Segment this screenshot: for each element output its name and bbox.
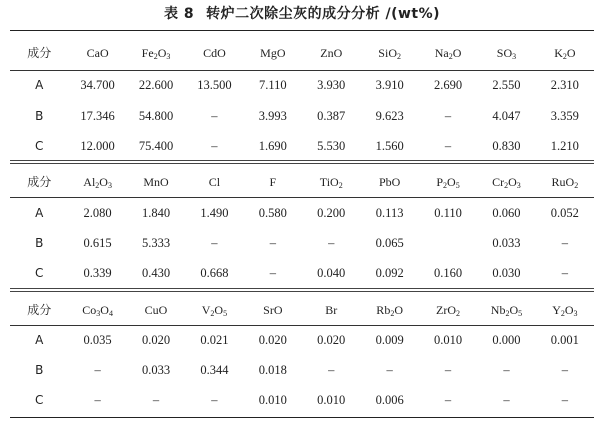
- table-cell: 0.009: [375, 333, 404, 347]
- table-cell: 34.700: [80, 78, 115, 92]
- table-cell: 2.690: [433, 78, 463, 92]
- header-cell: $Rb_2O$: [376, 303, 403, 318]
- table-cell: 1.840: [141, 206, 171, 220]
- table-cell: 0.580: [258, 206, 287, 220]
- table-cell: –: [386, 363, 393, 377]
- table-cell: –: [561, 393, 568, 407]
- table-row: [10, 199, 594, 227]
- table-cell: 0.052: [550, 206, 579, 220]
- table-cell: 0.018: [258, 363, 287, 377]
- header-row-3: [10, 296, 594, 324]
- header-cell: $Fe_2O_3$: [141, 46, 171, 61]
- table-cell: 0.113: [375, 206, 404, 220]
- table-cell: –: [269, 236, 276, 250]
- table-cell: 2.310: [550, 78, 579, 92]
- header-cell: PbO: [378, 175, 401, 189]
- header-cell: $K_2O$: [554, 46, 576, 61]
- table-cell: 0.387: [317, 109, 346, 123]
- header-cell: $Na_2O$: [434, 46, 462, 61]
- table-cell: –: [94, 393, 101, 407]
- header-cell: RuO$_2$: [551, 175, 579, 190]
- row-label: C: [35, 139, 44, 153]
- table-cell: 5.530: [317, 139, 346, 153]
- table-row: [10, 102, 594, 130]
- table-cell: 22.600: [138, 78, 174, 92]
- table-cell: 0.430: [141, 266, 171, 280]
- table-row: [10, 326, 594, 354]
- row-label: C: [35, 266, 44, 280]
- table-cell: 0.000: [492, 333, 521, 347]
- table-cell: 0.020: [141, 333, 171, 347]
- header-cell: $Nb_2O_5$: [490, 303, 523, 318]
- table-cell: –: [503, 393, 510, 407]
- table-cell: 0.010: [317, 393, 346, 407]
- table-cell: 0.110: [434, 206, 462, 220]
- table-cell: 17.346: [80, 109, 115, 123]
- table-cell: –: [561, 236, 568, 250]
- table-cell: 1.560: [375, 139, 404, 153]
- table-cell: –: [328, 236, 335, 250]
- table-cell: –: [152, 393, 160, 407]
- header-cell: $V_2O_5$: [201, 303, 228, 318]
- table-cell: –: [211, 393, 218, 407]
- table-cell: –: [561, 266, 568, 280]
- header-rule-2: [10, 197, 594, 198]
- table-cell: 2.080: [83, 206, 112, 220]
- table-cell: –: [444, 109, 452, 123]
- table-cell: 0.830: [492, 139, 521, 153]
- table-cell: 0.668: [200, 266, 229, 280]
- header-cell: F: [269, 175, 277, 189]
- table-cell: –: [211, 139, 218, 153]
- header-cell: $Cr_2O_3$: [492, 175, 521, 190]
- table-cell: 3.993: [258, 109, 287, 123]
- table-cell: 7.110: [258, 78, 287, 92]
- header-cell: 成分: [27, 175, 52, 189]
- table-cell: 0.020: [258, 333, 287, 347]
- table-cell: 9.623: [375, 109, 404, 123]
- table-cell: 0.030: [492, 266, 521, 280]
- table-cell: 0.160: [433, 266, 463, 280]
- table-cell: 0.615: [83, 236, 112, 250]
- table-cell: 0.065: [375, 236, 404, 250]
- table-cell: 0.006: [375, 393, 404, 407]
- table-cell: –: [444, 393, 452, 407]
- header-cell: Br: [325, 303, 338, 317]
- row-label: A: [35, 78, 44, 92]
- table-cell: 0.092: [375, 266, 404, 280]
- table-row: [10, 356, 594, 384]
- header-cell: CdO: [203, 46, 226, 60]
- table-cell: –: [269, 266, 276, 280]
- table-cell: 0.344: [200, 363, 229, 377]
- header-cell: MnO: [143, 175, 169, 189]
- table-cell: 0.033: [492, 236, 521, 250]
- table-cell: 0.339: [83, 266, 112, 280]
- header-cell: $Co_3O_4$: [82, 303, 113, 318]
- table-cell: 4.047: [492, 109, 521, 123]
- table-cell: –: [94, 363, 101, 377]
- table-cell: 0.010: [258, 393, 287, 407]
- table-cell: 2.550: [492, 78, 521, 92]
- header-cell: 成分: [27, 303, 52, 317]
- row-label: A: [35, 333, 44, 347]
- table-cell: –: [444, 139, 452, 153]
- table-row: [10, 132, 594, 160]
- table-cell: 12.000: [80, 139, 115, 153]
- table-cell: 0.001: [550, 333, 579, 347]
- header-cell: CaO: [86, 46, 109, 60]
- header-cell: CuO: [144, 303, 168, 317]
- table-cell: 0.033: [141, 363, 171, 377]
- table-cell: 0.060: [492, 206, 521, 220]
- table-number: 表 8: [163, 6, 195, 22]
- header-cell: ZrO$_2$: [436, 303, 461, 318]
- table-row: [10, 229, 594, 257]
- block-divider-1: [10, 160, 594, 164]
- table-cell: 0.035: [83, 333, 112, 347]
- table-row: [10, 386, 594, 414]
- table-cell: 1.690: [258, 139, 287, 153]
- table-cell: 13.500: [197, 78, 232, 92]
- header-cell: $P_2O_5$: [436, 175, 460, 190]
- table-cell: 0.020: [317, 333, 346, 347]
- row-label: A: [35, 206, 44, 220]
- header-cell: SrO: [263, 303, 283, 317]
- header-cell: Cl: [208, 175, 221, 189]
- header-cell: $SO_3$: [496, 46, 517, 61]
- header-cell: SiO$_2$: [378, 46, 401, 61]
- row-label: B: [35, 109, 44, 123]
- table-cell: 1.490: [200, 206, 229, 220]
- table-cell: 1.210: [550, 139, 579, 153]
- table-cell: 0.040: [317, 266, 346, 280]
- header-cell: ZnO: [320, 46, 343, 60]
- header-cell: MgO: [260, 46, 286, 60]
- table-caption: [0, 3, 604, 23]
- table-cell: –: [503, 363, 510, 377]
- table-cell: 5.333: [141, 236, 171, 250]
- table-cell: 3.910: [375, 78, 404, 92]
- table-cell: 0.200: [317, 206, 346, 220]
- table-row: [10, 259, 594, 287]
- block-divider-2: [10, 288, 594, 292]
- table-cell: –: [561, 363, 568, 377]
- bottom-rule: [10, 417, 594, 418]
- header-cell: 成分: [27, 46, 52, 60]
- table-cell: –: [328, 363, 335, 377]
- header-row-1: [10, 39, 594, 67]
- table-cell: –: [211, 236, 218, 250]
- header-cell: $Y_2O_3$: [552, 303, 578, 318]
- header-cell: $Al_2O_3$: [83, 175, 112, 190]
- table-cell: 3.359: [550, 109, 579, 123]
- header-cell: TiO$_2$: [319, 175, 343, 190]
- table-row: [10, 71, 594, 99]
- table-cell: 54.800: [138, 109, 174, 123]
- table-cell: 0.010: [433, 333, 463, 347]
- table-cell: –: [444, 363, 452, 377]
- row-label: C: [35, 393, 44, 407]
- top-rule: [10, 30, 594, 31]
- table-cell: 75.400: [138, 139, 174, 153]
- table-cell: –: [211, 109, 218, 123]
- table-title: 转炉二次除尘灰的成分分析 /(wt%): [206, 6, 441, 22]
- table-cell: 0.021: [200, 333, 229, 347]
- row-label: B: [35, 363, 44, 377]
- row-label: B: [35, 236, 44, 250]
- table-cell: 3.930: [317, 78, 346, 92]
- header-row-2: [10, 168, 594, 196]
